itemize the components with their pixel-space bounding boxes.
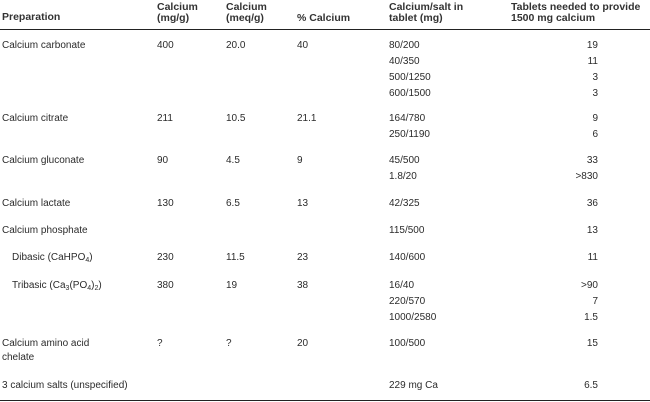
row-pct: 9 — [297, 155, 303, 166]
header-calcium-mg-line2: (mg/g) — [157, 12, 190, 24]
row-salt: 16/40 — [389, 280, 415, 291]
row-meq: ? — [226, 338, 232, 349]
row-pct: 23 — [297, 252, 309, 263]
row-tablets: 33 — [586, 155, 598, 166]
row-mg: ? — [157, 338, 163, 349]
row-mg: 130 — [157, 198, 174, 209]
row-meq: 6.5 — [226, 198, 240, 209]
row-name: Calcium amino acid — [2, 338, 90, 349]
row-tablets: 13 — [586, 225, 598, 236]
row-salt: 45/500 — [389, 155, 420, 166]
row-meq: 11.5 — [226, 252, 245, 263]
row-tablets: 3 — [592, 88, 598, 99]
row-pct: 20 — [297, 338, 309, 349]
row-salt: 220/570 — [389, 296, 426, 307]
row-mg: 211 — [157, 113, 173, 124]
row-tablets: 3 — [592, 72, 598, 83]
row-salt: 115/500 — [389, 225, 425, 236]
row-salt: 42/325 — [389, 198, 420, 209]
row-salt: 40/350 — [389, 56, 420, 67]
row-salt: 1000/2580 — [389, 312, 437, 323]
row-tablets: 11 — [587, 252, 598, 263]
header-calcium-mg-line1: Calcium — [157, 1, 198, 13]
row-meq: 19 — [226, 280, 238, 291]
row-meq: 4.5 — [226, 155, 240, 166]
row-name: Calcium gluconate — [2, 155, 85, 166]
header-preparation: Preparation — [2, 11, 61, 23]
row-name: Calcium lactate — [2, 198, 71, 209]
row-tablets: 1.5 — [584, 312, 598, 323]
row-salt: 140/600 — [389, 252, 426, 263]
row-mg: 400 — [157, 40, 174, 51]
row-salt: 250/1190 — [389, 129, 430, 140]
header-tablets-line1: Tablets needed to provide — [511, 1, 641, 13]
row-meq: 10.5 — [226, 113, 246, 124]
row-tablets: 6.5 — [584, 380, 598, 391]
row-name: Tribasic $(Ca_3(PO_4)_2)$ — [12, 280, 102, 292]
row-salt: 164/780 — [389, 113, 426, 124]
header-salt-line1: Calcium/salt in — [389, 1, 464, 13]
footer-rule — [0, 400, 650, 401]
row-salt: 1.8/20 — [389, 171, 417, 182]
row-tablets: 19 — [586, 40, 598, 51]
row-pct: 38 — [297, 280, 309, 291]
row-salt: 229 mg Ca — [389, 380, 438, 391]
row-pct: 40 — [297, 40, 309, 51]
row-salt: 600/1500 — [389, 88, 431, 99]
row-meq: 20.0 — [226, 40, 246, 51]
row-pct: 21.1 — [297, 113, 317, 124]
row-mg: 230 — [157, 252, 174, 263]
row-name: chelate — [2, 352, 35, 363]
row-name: Calcium phosphate — [2, 225, 88, 236]
header-rule — [0, 29, 650, 30]
row-name: Calcium citrate — [2, 113, 69, 124]
row-tablets: 9 — [592, 113, 598, 124]
row-tablets: 36 — [586, 198, 598, 209]
row-salt: 100/500 — [389, 338, 426, 349]
row-tablets: >830 — [575, 171, 598, 182]
row-pct: 13 — [297, 198, 309, 209]
row-tablets: 15 — [586, 338, 598, 349]
row-tablets: 6 — [592, 129, 598, 140]
row-tablets: 7 — [592, 296, 598, 307]
row-mg: 380 — [157, 280, 174, 291]
row-name: Dibasic (CaHPO$_4$) — [12, 252, 93, 264]
row-name: Calcium carbonate — [2, 40, 86, 51]
row-salt: 500/1250 — [389, 72, 431, 83]
header-calcium-meq-line1: Calcium — [226, 1, 267, 13]
row-tablets: >90 — [581, 280, 598, 291]
row-salt: 80/200 — [389, 40, 420, 51]
header-calcium-meq-line2: (meq/g) — [226, 12, 264, 24]
row-mg: 90 — [157, 155, 169, 166]
header-tablets-line2: 1500 mg calcium — [511, 12, 596, 24]
row-name: 3 calcium salts (unspecified) — [2, 380, 128, 391]
row-tablets: 11 — [587, 56, 598, 67]
header-salt-line2: tablet (mg) — [389, 12, 443, 24]
header-percent-calcium: % Calcium — [297, 12, 351, 24]
